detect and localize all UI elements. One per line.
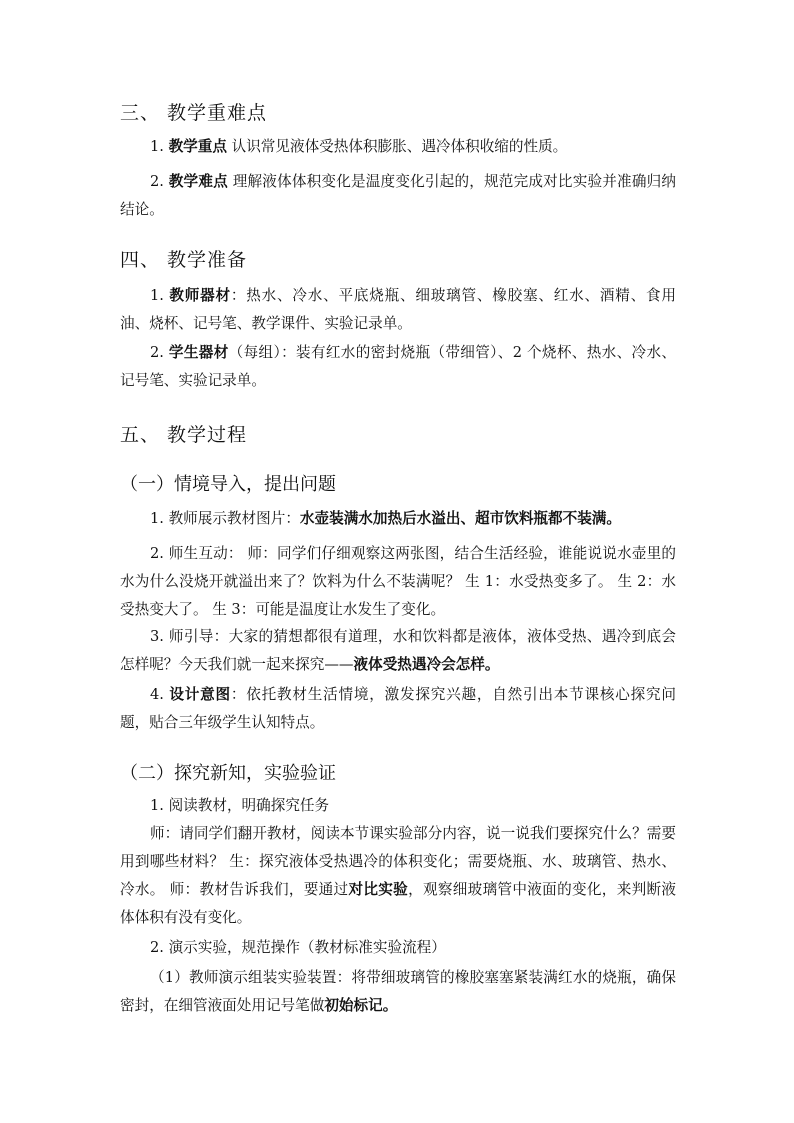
subsection-1-heading: （一）情境导入，提出问题 (120, 474, 336, 495)
sub1-paragraph-1 (120, 505, 676, 533)
bold-label: 教学重点 (168, 138, 227, 155)
sub2-paragraph-4 (120, 964, 676, 1020)
paragraph-text: 理解液体体积变化是温度变化引起的，规范完成对比实验并准确归纳结论。 (120, 173, 676, 218)
paragraph-text: ，观察细玻璃管中液面的变化，来判断液体体积有没有变化。 (120, 881, 676, 926)
paragraph-text: 师：请同学们翻开教材，阅读本节课实验部分内容，说一说我们要探究什么？需要用到哪些材料？ 生：探究液体受热遇冷的体积变化；需要烧瓶、水、玻璃管、热水、冷水。 师：教材告诉我们，要通过 (120, 825, 676, 898)
item-number: 1. (150, 287, 170, 304)
paragraph-text: 1. 教师展示教材图片： (150, 510, 300, 527)
subsection-2-heading: （二）探究新知，实验验证 (120, 763, 336, 784)
bold-text: 液体受热遇冷会怎样。 (353, 656, 500, 673)
s3-paragraph-2 (120, 168, 676, 224)
item-number: 1. (150, 138, 169, 155)
s4-paragraph-1 (120, 282, 676, 338)
sub2-paragraph-1: 1. 阅读教材，明确探究任务 (150, 797, 330, 814)
bold-label: 教学难点 (168, 173, 228, 190)
bold-label: 设计意图 (169, 686, 231, 703)
section-3-heading: 三、 教学重难点 (120, 102, 268, 124)
section-4-heading: 四、 教学准备 (120, 249, 248, 271)
paragraph-text: （每组）：装有红水的密封烧瓶（带细管）、2 个烧杯、热水、冷水、记号笔、实验记录单。 (120, 344, 676, 389)
sub1-paragraph-2: 2. 师生互动： 师：同学们仔细观察这两张图，结合生活经验，谁能说说水壶里的水为什么没烧开就溢出来了？饮料为什么不装满呢？ 生 1：水受热变多了。 生 2：水受热变大了。 生 3：可能是温度让水发生了变化。 (120, 545, 676, 618)
paragraph-text: ：依托教材生活情境，激发探究兴趣，自然引出本节课核心探究问题，贴合三年级学生认知特点。 (120, 686, 676, 731)
item-number: 2. (150, 344, 169, 361)
bold-label: 教师器材 (169, 287, 231, 304)
section-5-heading: 五、 教学过程 (120, 424, 248, 446)
sub2-paragraph-3: 2. 演示实验，规范操作（教材标准实验流程） (150, 939, 446, 956)
item-number: 2. (150, 173, 169, 190)
bold-label: 学生器材 (168, 344, 229, 361)
paragraph-text: （1）教师演示组装实验装置：将带细玻璃管的橡胶塞塞紧装满红水的烧瓶，确保密封，在细管液面处用记号笔做 (120, 969, 676, 1014)
s3-paragraph-1 (120, 133, 676, 161)
s4-paragraph-2 (120, 339, 676, 395)
sub1-paragraph-4 (120, 681, 676, 737)
paragraph-text: 3. 师引导：大家的猜想都很有道理，水和饮料都是液体，液体受热、遇冷到底会怎样呢？今天我们就一起来探究—— (120, 628, 676, 673)
paragraph-text: ：热水、冷水、平底烧瓶、细玻璃管、橡胶塞、红水、酒精、食用油、烧杯、记号笔、教学课件、实验记录单。 (120, 287, 676, 332)
item-number: 4. (150, 686, 170, 703)
sub1-paragraph-3 (120, 623, 676, 679)
bold-text: 初始标记。 (324, 997, 398, 1014)
bold-text: 对比实验 (348, 881, 409, 898)
bold-text: 水壶装满水加热后水溢出、超市饮料瓶都不装满。 (299, 510, 621, 527)
sub2-paragraph-2 (120, 820, 676, 932)
paragraph-text: 认识常见液体受热体积膨胀、遇冷体积收缩的性质。 (226, 138, 568, 155)
